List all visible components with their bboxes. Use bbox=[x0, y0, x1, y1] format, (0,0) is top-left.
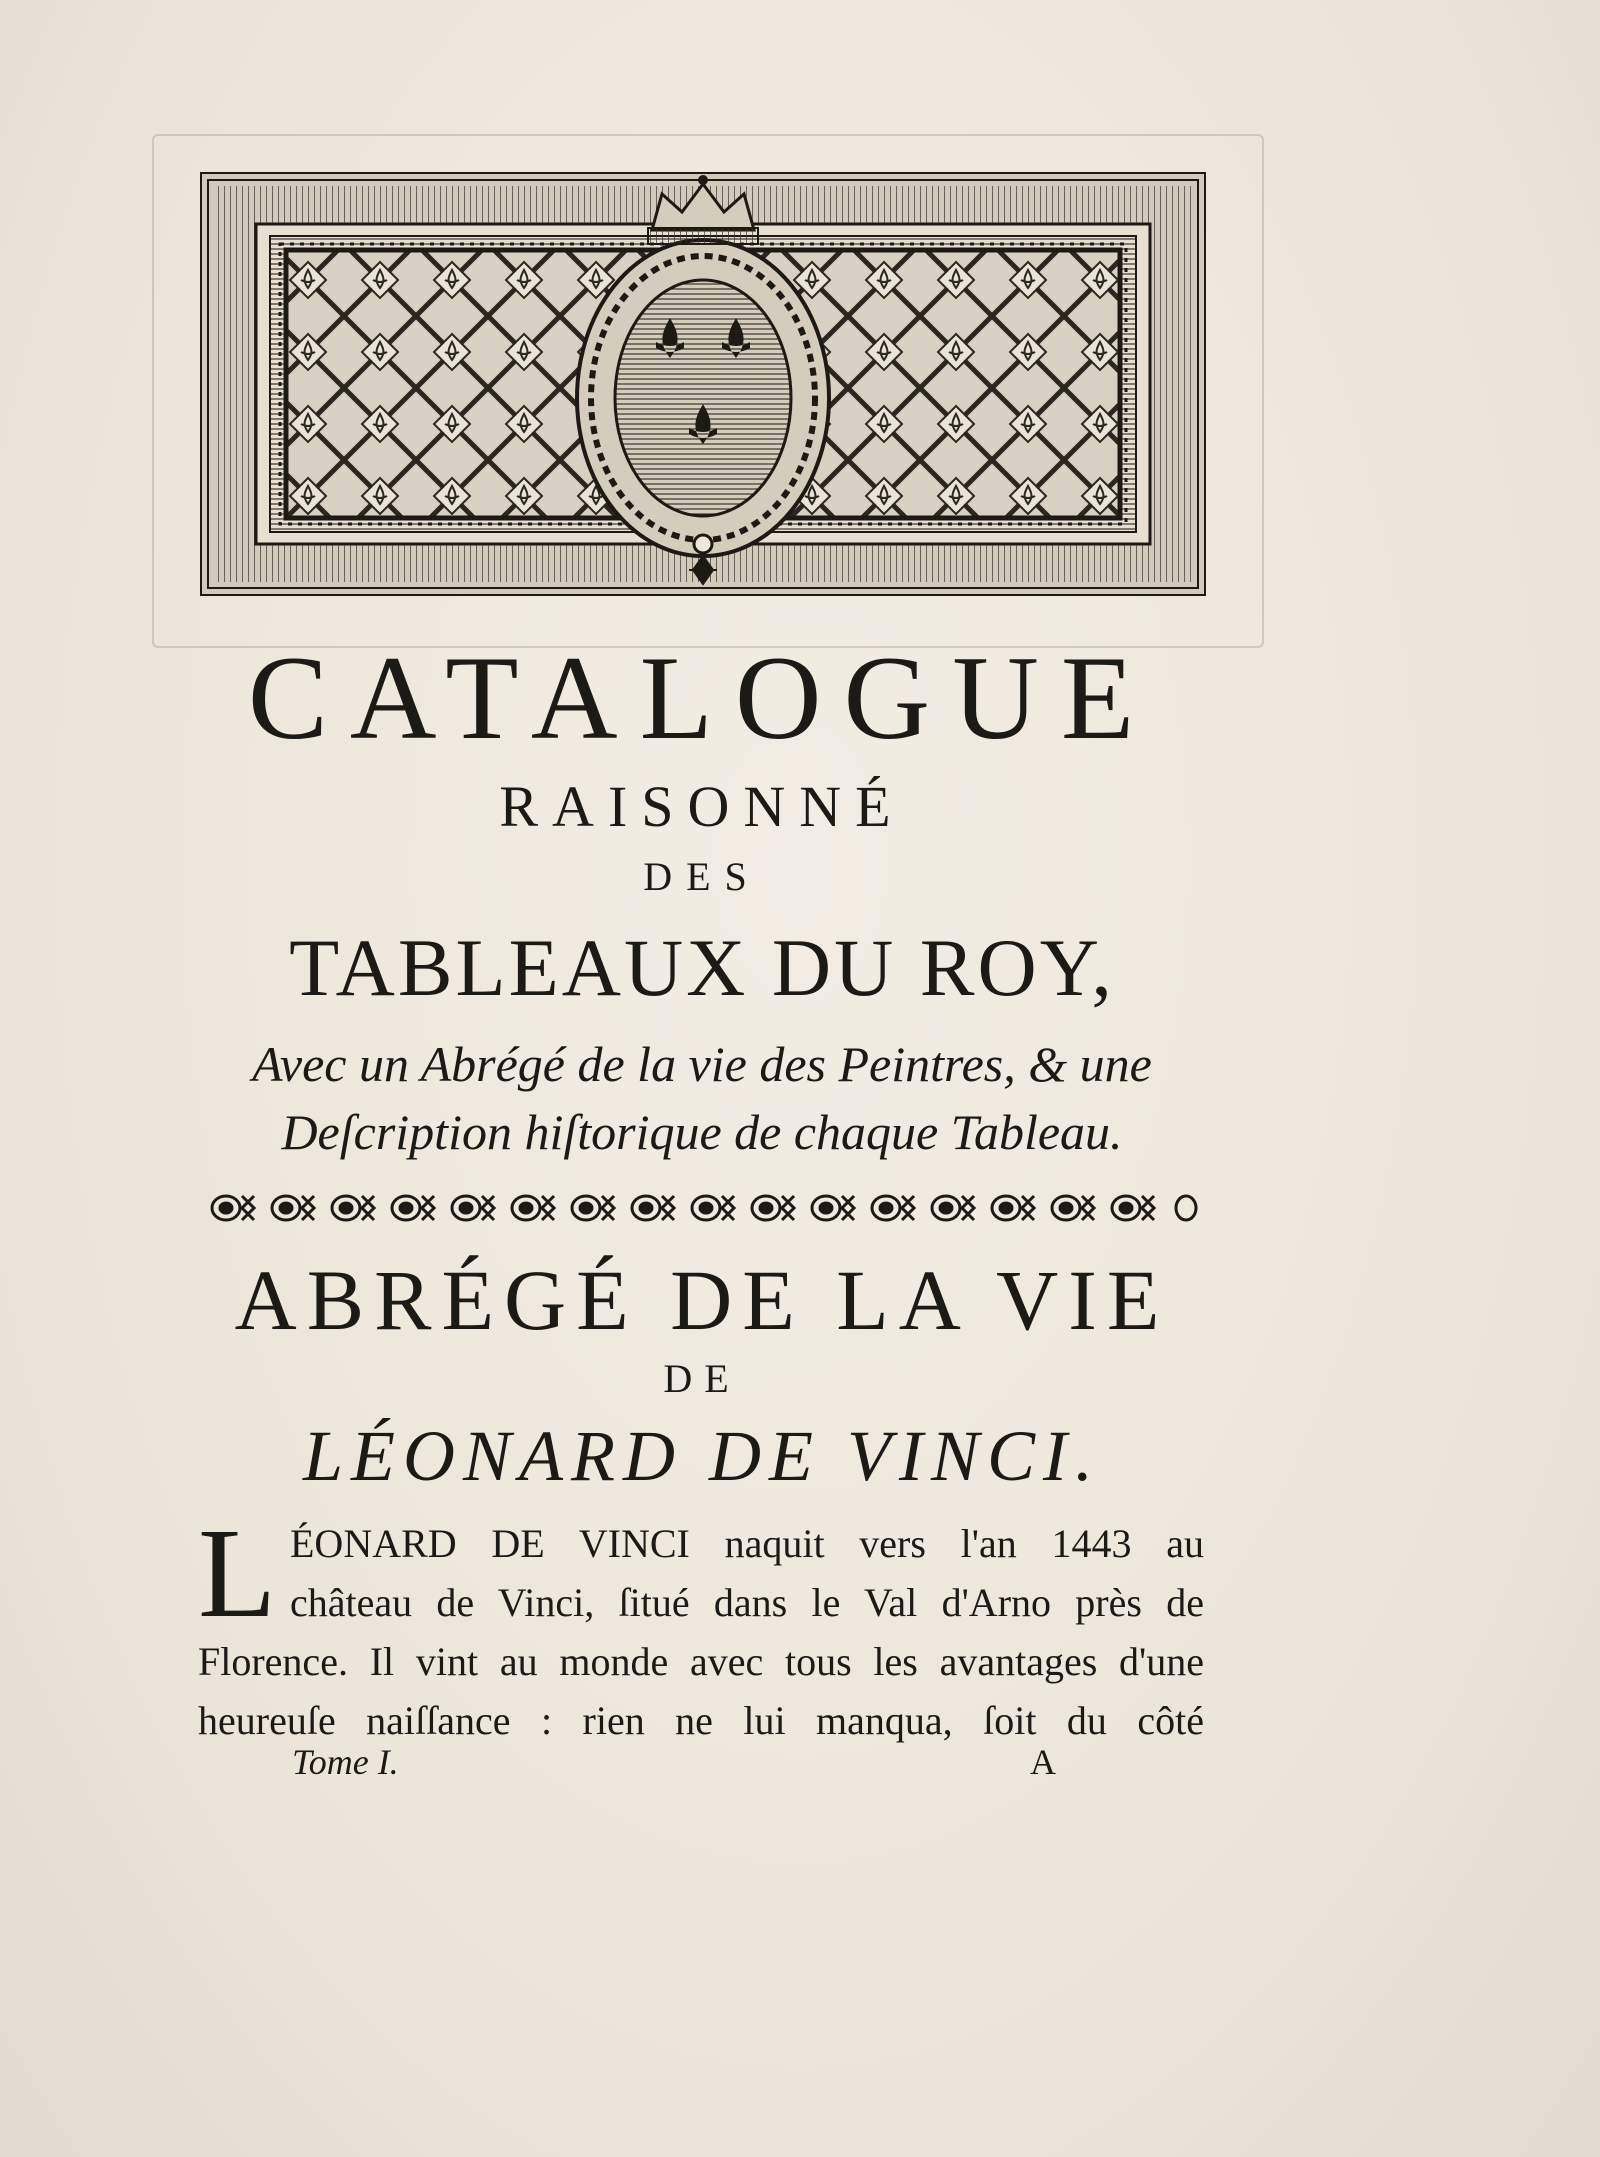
drop-capital: L bbox=[198, 1502, 277, 1644]
ornament-rule bbox=[196, 1188, 1200, 1228]
subtitle bbox=[196, 1030, 1208, 1166]
body-paragraph bbox=[198, 1502, 1204, 1750]
body-line-3: Florence. Il vint au monde avec tous les avantages d'une bbox=[198, 1639, 1204, 1684]
body-line-2: château de Vinci, ſitué dans le Val d'Arno près de bbox=[290, 1580, 1204, 1625]
heading-de: DE bbox=[663, 1356, 741, 1401]
subtitle-line-1: Avec un Abrégé de la vie des Peintres, & une bbox=[252, 1036, 1152, 1092]
title-des: DES bbox=[643, 854, 761, 899]
title-raisonne: RAISONNÉ bbox=[499, 774, 905, 839]
footer-volume: Tome I. bbox=[292, 1742, 399, 1782]
footer-signature: A bbox=[1030, 1742, 1056, 1782]
body-line-4: heureuſe naiſſance : rien ne lui manqua, ſoit du côté bbox=[198, 1698, 1204, 1743]
heading-leonard: LÉONARD DE VINCI. bbox=[303, 1416, 1101, 1496]
heading-abrege: ABRÉGÉ DE LA VIE bbox=[234, 1252, 1170, 1348]
title-tableaux: TABLEAUX DU ROY, bbox=[289, 922, 1115, 1013]
title-catalogue: CATALOGUE bbox=[247, 631, 1157, 764]
body-line-1: ÉONARD DE VINCI naquit vers l'an 1443 au bbox=[290, 1521, 1204, 1566]
royal-arms-headpiece bbox=[200, 172, 1206, 596]
subtitle-line-2: Deſcription hiſtorique de chaque Tableau. bbox=[281, 1104, 1123, 1160]
